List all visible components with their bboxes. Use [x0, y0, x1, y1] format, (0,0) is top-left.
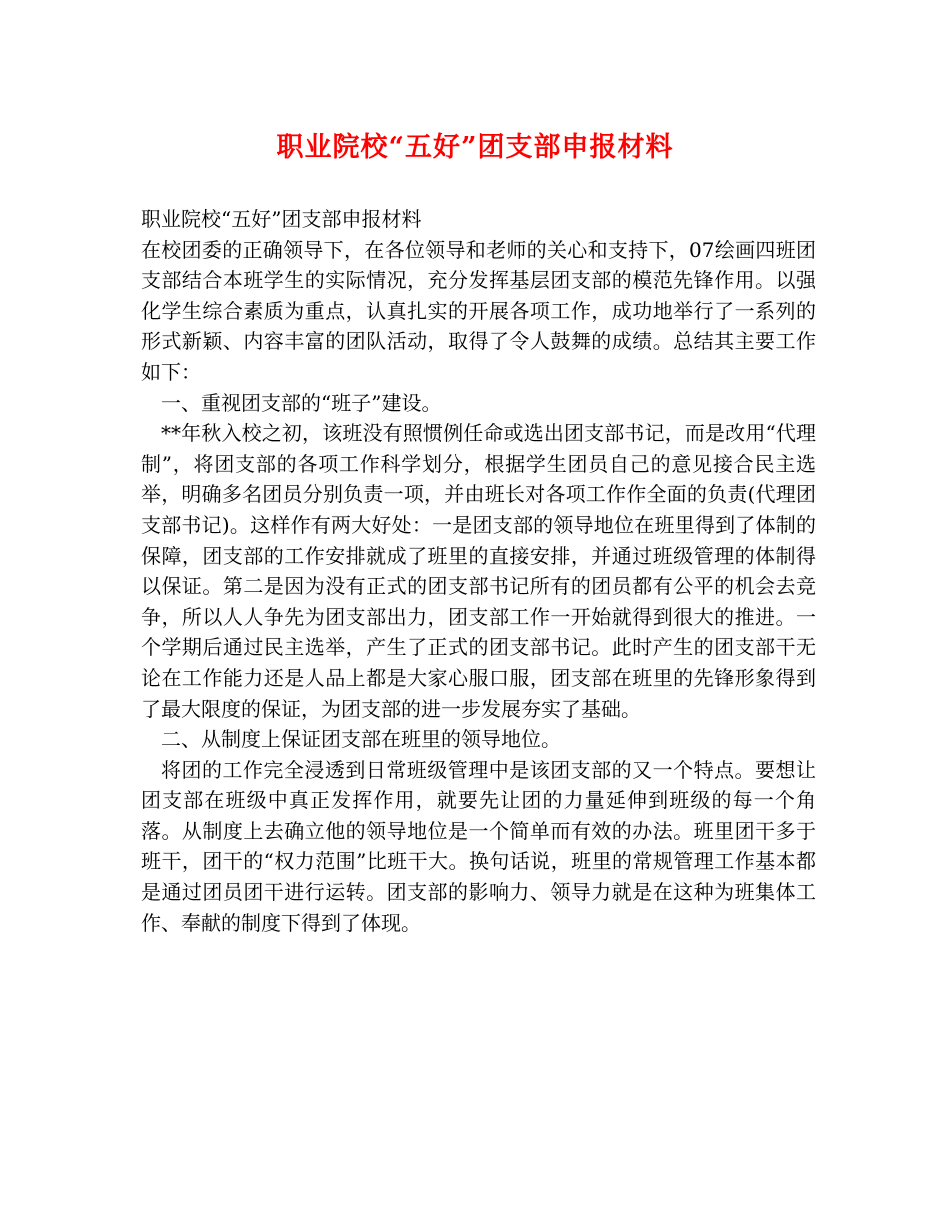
paragraph-intro: 在校团委的正确领导下，在各位领导和老师的关心和支持下，07绘画四班团支部结合本班学生的实际情况，充分发挥基层团支部的模范先锋作用。以强化学生综合素质为重点，认真扎实的开展各项工作，成功地举行了一系列的形式新颖、内容丰富的团队活动，取得了令人鼓舞的成绩。总结其主要工作如下：: [141, 237, 816, 384]
section-heading-1: 一、重视团支部的“班子”建设。: [161, 390, 442, 415]
document-title: 职业院校“五好”团支部申报材料: [276, 132, 674, 163]
paragraph-section-2: 将团的工作完全浸透到日常班级管理中是该团支部的又一个特点。要想让团支部在班级中真正发挥作用，就要先让团的力量延伸到班级的每一个角落。从制度上去确立他的领导地位是一个简单而有效的办法。班里团干多于班干，团干的“权力范围”比班干大。换句话说，班里的常规管理工作基本都是通过团员团干进行运转。团支部的影响力、领导力就是在这种为班集体工作、奉献的制度下得到了体现。: [141, 757, 816, 935]
paragraph-section-1: **年秋入校之初，该班没有照惯例任命或选出团支部书记，而是改用“代理制”，将团支部的各项工作科学划分，根据学生团员自己的意见接合民主选举，明确多名团员分别负责一项，并由班长对各项工作作全面的负责(代理团支部书记)。这样作有两大好处：一是团支部的领导地位在班里得到了体制的保障，团支部的工作安排就成了班里的直接安排，并通过班级管理的体制得以保证。第二是因为没有正式的团支部书记所有的团员都有公平的机会去竞争，所以人人争先为团支部出力，团支部工作一开始就得到很大的推进。一个学期后通过民主选举，产生了正式的团支部书记。此时产生的团支部干无论在工作能力还是人品上都是大家心服口服，团支部在班里的先锋形象得到了最大限度的保证，为团支部的进一步发展夯实了基础。: [141, 421, 816, 721]
section-heading-2: 二、从制度上保证团支部在班里的领导地位。: [161, 727, 561, 752]
paragraph-subtitle: 职业院校“五好”团支部申报材料: [141, 207, 422, 231]
document-body: [141, 204, 816, 938]
